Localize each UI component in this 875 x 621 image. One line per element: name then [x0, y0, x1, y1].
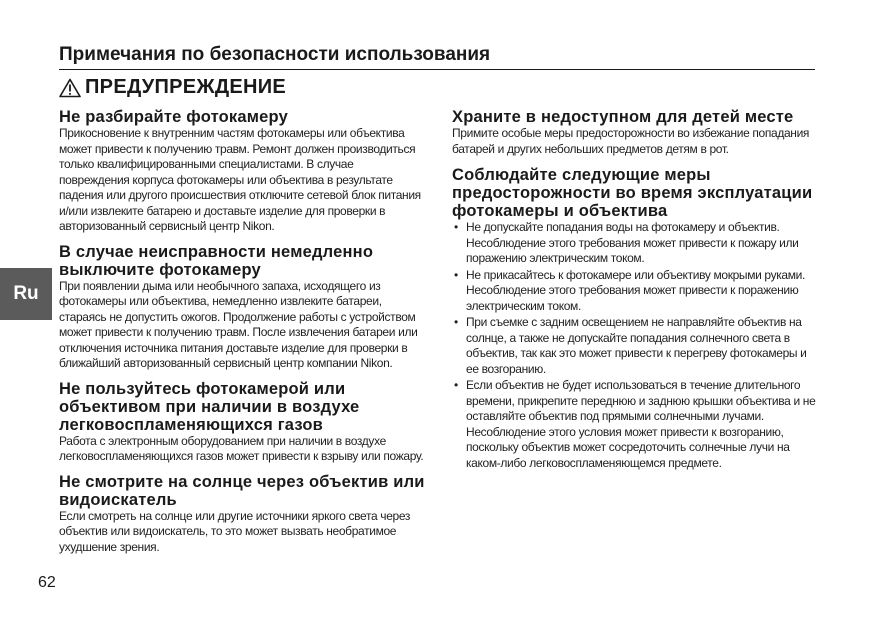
section-body: Работа с электронным оборудованием при наличии в воздухе легковоспламеняющихся газов может привести к взрыву или пожару. [59, 433, 424, 463]
section-body: Прикосновение к внутренним частям фотокамеры или объектива может привести к получению травм. Ремонт должен производиться только квалифицированными специалистами. В случае повреждения корпуса фотокамеры или объектива в результате падения или другого происшествия отключите сетевой блок питания и/или извлеките батарею и доставьте изделие для проверки в авторизованный сервисный центр Nikon. [59, 126, 421, 233]
section-children [452, 108, 822, 157]
section-flammable-gas [59, 380, 425, 465]
list-item: • Не прикасайтесь к фотокамере или объективу мокрыми руками. Несоблюдение этого требования может привести к поражению электрическим током. [452, 268, 822, 315]
section-sun [59, 473, 425, 556]
page-number: 62 [38, 574, 56, 591]
list-item: • При съемке с задним освещением не направляйте объектив на солнце, а также не допускайте попадания солнечного света в объектив, так как это может привести к перегреву фотокамеры и ее возгоранию. [452, 315, 822, 377]
warning-heading: ПРЕДУПРЕЖДЕНИЕ [85, 76, 287, 98]
section-heading: Соблюдайте следующие меры предосторожности во время эксплуатации фотокамеры и объектива [452, 166, 813, 220]
warning-triangle-icon [59, 78, 81, 98]
section-body: Если смотреть на солнце или другие источники яркого света через объектив или видоискатель, то это может вызвать необратимое ухудшение зрения. [59, 508, 411, 554]
right-column [452, 108, 822, 480]
section-heading: Не разбирайте фотокамеру [59, 108, 288, 126]
section-heading: Не пользуйтесь фотокамерой или объективом при наличии в воздухе легковоспламеняющихся газов [59, 379, 360, 434]
section-body: Примите особые меры предосторожности во избежание попадания батарей и других небольших предметов детям в рот. [452, 126, 810, 156]
language-tab: Ru [0, 268, 52, 320]
warning-header [59, 76, 286, 99]
page-title: Примечания по безопасности использования [59, 44, 815, 70]
section-disassembly [59, 108, 425, 235]
section-heading: Не смотрите на солнце через объектив или видоискатель [59, 472, 425, 509]
left-column [59, 108, 425, 563]
list-item: • Не допускайте попадания воды на фотокамеру и объектив. Несоблюдение этого требования может привести к пожару или поражению электрическим током. [452, 220, 822, 267]
precautions-list [452, 220, 822, 471]
section-body: При появлении дыма или необычного запаха, исходящего из фотокамеры или объектива, немедленно извлеките батареи, стараясь не допустить ожогов. Продолжение работы с устройством может привести к получению травм. После извлечения батареи или отключения источника питания доставьте изделие для проверки в ближайший авторизованный сервисный центр компании Nikon. [59, 278, 418, 370]
section-heading: В случае неисправности немедленно выключите фотокамеру [59, 242, 374, 279]
section-malfunction [59, 243, 425, 372]
list-item: • Если объектив не будет использоваться в течение длительного времени, прикрепите переднюю и заднюю крышки объектива и не оставляйте объектив под прямыми солнечными лучами. Несоблюдение этого условия может привести к возгоранию, поскольку объектив может сосредоточить солнечные лучи на каком-либо легковоспламеняющемся предмете. [452, 378, 822, 471]
section-heading: Храните в недоступном для детей месте [452, 108, 794, 126]
section-precautions [452, 166, 822, 471]
